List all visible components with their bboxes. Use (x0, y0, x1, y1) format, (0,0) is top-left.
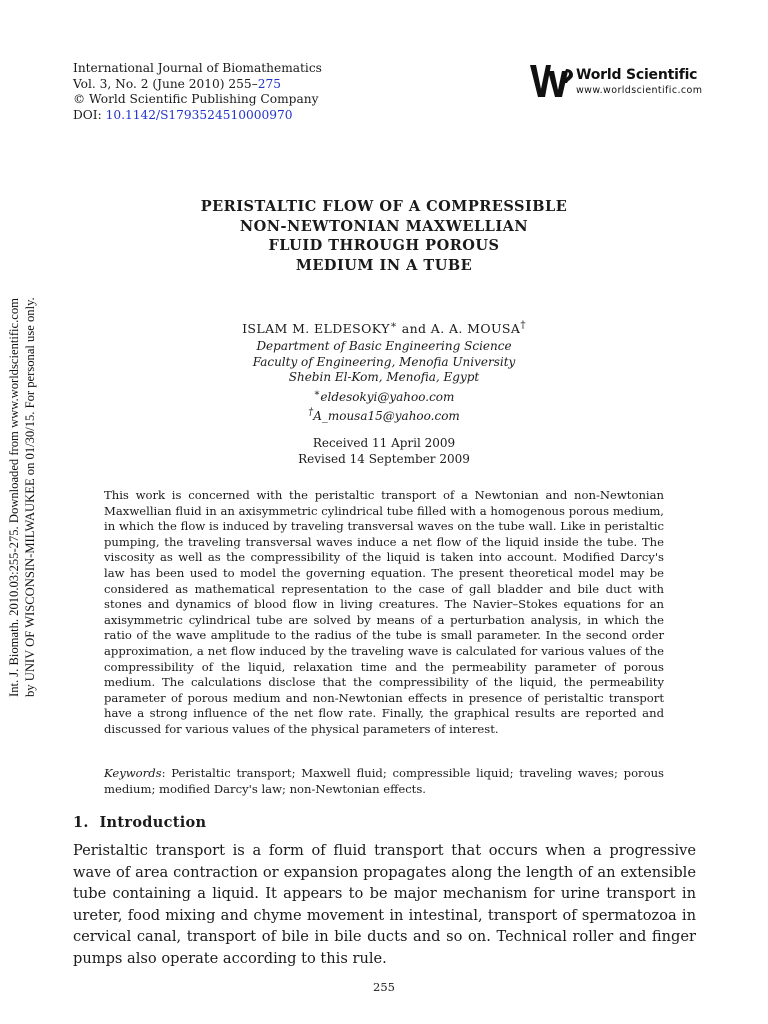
world-scientific-logo-icon (528, 63, 574, 99)
section-number: 1. (73, 814, 89, 831)
publisher-url[interactable]: www.worldscientific.com (576, 85, 703, 96)
journal-volume (73, 77, 322, 93)
email-2 (100, 405, 668, 425)
city: Shebin El-Kom, Menofia, Egypt (288, 370, 480, 384)
page-number: 255 (373, 980, 395, 994)
abstract: This work is concerned with the peristaltic transport of a Newtonian and non-Newtonian Maxwellian fluid in an axisymmetric cylindrical tube filled with a homogenous porous medium, in which the flow is induced by traveling transversal waves on the tube wall. Like in peristaltic pumping, the traveling transversal waves induce a net flow of the liquid inside the tube. The viscosity as well as the compressibility of the liquid is taken into account. Modified Darcy's law has been used to model the governing equation. The present theoretical model may be considered as mathematical representation to the case of gall bladder and bile duct with stones and dynamics of blood flow in living creatures. The Navier–Stokes equations for an axisymmetric cylindrical tube are solved by means of a perturbation analysis, in which the ratio of the wave amplitude to the radius of the tube is small parameter. In the second order approximation, a net flow induced by the traveling wave is calculated for various values of the compressibility of the liquid, relaxation time and the permeability parameter of porous medium. The calculations disclose that the compressibility of the liquid, the permeability parameter of porous medium and non-Newtonian effects in presence of peristaltic transport have a strong influence of the net flow rate. Finally, the graphical results are reported and discussed for various values of the physical parameters of interest. (104, 488, 664, 736)
section-body: Peristaltic transport is a form of fluid transport that occurs when a progressive wave of area contraction or expansion propagates along the length of an extensible tube containing a liquid. It appears to be major mechanism for urine transport in ureter, food mixing and chyme movement in intestinal, transport of spermatozoa in cervical canal, transport of bile in bile ducts and so on. Technical roller and finger pumps also operate according to this rule. (73, 842, 696, 967)
publisher-name: World Scientific (576, 67, 698, 83)
title-line: FLUID THROUGH POROUS (268, 237, 500, 254)
title-line: NON-NEWTONIAN MAXWELLIAN (239, 217, 529, 235)
download-sidenote (6, 297, 38, 697)
department: Department of Basic Engineering Science (256, 339, 512, 353)
journal-header (73, 61, 322, 123)
sidenote-line-2: by UNIV OF WISCONSIN-MILWAUKEE on 01/30/15. For personal use only. (23, 297, 37, 697)
author-1-mark: ∗ (389, 319, 398, 331)
email-2-address[interactable]: A_mousa15@yahoo.com (313, 409, 460, 423)
author-1: ISLAM M. ELDESOKY (242, 321, 390, 337)
author-and: and (397, 321, 431, 337)
page-range-link[interactable]: 275 (257, 76, 282, 91)
paper-title (100, 197, 668, 275)
keywords-label: Keywords (104, 766, 162, 780)
received-date: Received 11 April 2009 (312, 436, 456, 450)
email-1-mark: ∗ (313, 387, 321, 399)
journal-name: International Journal of Biomathematics (73, 61, 322, 75)
affiliation (100, 339, 668, 425)
keywords-text: : Peristaltic transport; Maxwell fluid; compressible liquid; traveling waves; porous medium; modified Darcy's law; non-Newtonian effects. (104, 766, 664, 796)
author-list (100, 319, 668, 336)
doi-label: DOI: (73, 107, 106, 122)
keywords (104, 766, 664, 797)
volume-text: Vol. 3, No. 2 (June 2010) 255– (73, 76, 258, 91)
faculty: Faculty of Engineering, Menofia University (252, 354, 516, 369)
author-2-mark: † (520, 319, 526, 331)
email-1-address[interactable]: eldesokyi@yahoo.com (320, 389, 455, 404)
email-1 (100, 386, 668, 406)
journal-copyright: © World Scientific Publishing Company (73, 92, 319, 107)
journal-doi (73, 108, 322, 124)
title-line: MEDIUM IN A TUBE (295, 256, 473, 274)
doi-link[interactable]: 10.1142/S1793524510000970 (105, 107, 293, 122)
section-title: Introduction (99, 814, 207, 831)
email-2-mark: † (308, 407, 314, 418)
revised-date: Revised 14 September 2009 (298, 451, 470, 466)
dates (100, 436, 668, 467)
section-heading (73, 814, 206, 831)
author-2: A. A. MOUSA (430, 321, 521, 337)
title-line: PERISTALTIC FLOW OF A COMPRESSIBLE (200, 198, 568, 215)
publisher-logo (528, 63, 703, 99)
sidenote-line-1: Int. J. Biomath. 2010.03:255-275. Downloaded from www.worldscientific.com (7, 298, 21, 697)
